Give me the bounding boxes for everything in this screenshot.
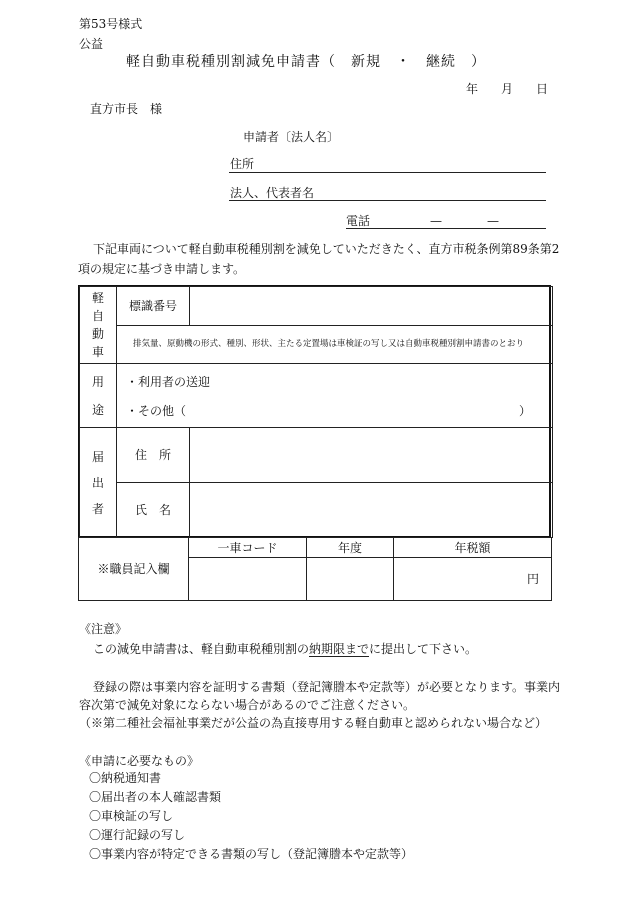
intro-line-2: 項の規定に基づき申請します。	[78, 262, 246, 276]
col-header-year: 年度	[307, 538, 394, 558]
required-item: 〇事業内容が特定できる書類の写し（登記簿謄本や定款等）	[89, 847, 414, 861]
notes-heading: 《注意》	[79, 622, 128, 636]
intro-line-1: 下記車両について軽自動車税種別割を減免していただきたく、直方市税条例第89条第2	[93, 242, 560, 256]
notifier-address-field[interactable]	[190, 428, 553, 483]
col-header-code: 一車コード	[189, 538, 307, 558]
required-item: 〇車検証の写し	[89, 809, 174, 823]
plate-number-label: 標識番号	[117, 287, 190, 326]
main-form-table	[78, 285, 551, 538]
addressee: 直方市長 様	[90, 102, 163, 116]
date-year-label: 年	[466, 82, 479, 96]
usage-cell	[117, 364, 553, 428]
applicant-phone-line[interactable]	[346, 228, 546, 229]
applicant-rep-line[interactable]	[229, 200, 546, 201]
page-title: 軽自動車税種別割減免申請書（ 新規 ・ 継続 ）	[126, 54, 486, 70]
yen-unit: 円	[526, 572, 539, 586]
staff-tax-field[interactable]	[394, 558, 552, 601]
phone-dash-2: —	[487, 214, 499, 228]
date-month-label: 月	[501, 82, 514, 96]
staff-code-field[interactable]	[189, 558, 307, 601]
usage-option-other[interactable]: ・その他（	[126, 404, 187, 418]
date-day-label: 日	[536, 82, 549, 96]
deadline-emphasis: 納期限まで	[309, 642, 370, 656]
required-heading: 《申請に必要なもの》	[79, 754, 200, 768]
applicant-rep-label: 法人、代表者名	[230, 186, 315, 200]
usage-other-close-paren: ）	[519, 404, 532, 418]
col-header-tax: 年税額	[394, 538, 552, 558]
notifier-name-label: 氏 名	[117, 483, 190, 538]
phone-dash-1: —	[430, 214, 442, 228]
plate-number-field[interactable]	[190, 287, 553, 326]
applicant-address-line[interactable]	[229, 172, 546, 173]
staff-use-label: ※職員記入欄	[79, 538, 189, 601]
vehicle-spec-note: 排気量、原動機の形式、種別、形状、主たる定置場は車検証の写し又は自動車税種別割申請書のとおり	[117, 326, 553, 364]
notifier-group-header: 届 出 者	[80, 428, 117, 538]
vehicle-group-header: 軽 自 動 車	[80, 287, 117, 364]
required-item: 〇届出者の本人確認書類	[89, 790, 222, 804]
form-number: 第53号様式	[79, 17, 143, 31]
usage-group-header: 用 途	[80, 364, 117, 428]
notifier-address-label: 住 所	[117, 428, 190, 483]
required-item: 〇運行記録の写し	[89, 828, 186, 842]
notes-paragraph-2-line-2: 容次第で減免対象にならない場合があるのでご注意ください。	[79, 698, 416, 712]
notifier-name-field[interactable]	[190, 483, 553, 538]
notes-paragraph-2-line-1: 登録の際は事業内容を証明する書類（登記簿謄本や定款等）が必要となります。事業内	[93, 680, 561, 694]
usage-option-transport[interactable]: ・利用者の送迎	[126, 375, 211, 389]
form-category: 公益	[79, 37, 104, 51]
staff-year-field[interactable]	[307, 558, 394, 601]
applicant-address-label: 住所	[230, 157, 255, 171]
staff-use-table	[78, 537, 552, 601]
applicant-phone-label: 電話	[346, 214, 371, 228]
applicant-heading: 申請者〔法人名〕	[243, 130, 340, 144]
notes-paragraph-1: この減免申請書は、軽自動車税種別割の納期限までに提出して下さい。	[93, 642, 478, 656]
notes-paragraph-3: （※第二種社会福祉事業だが公益の為直接専用する軽自動車と認められない場合など）	[79, 716, 548, 730]
required-item: 〇納税通知書	[89, 771, 162, 785]
